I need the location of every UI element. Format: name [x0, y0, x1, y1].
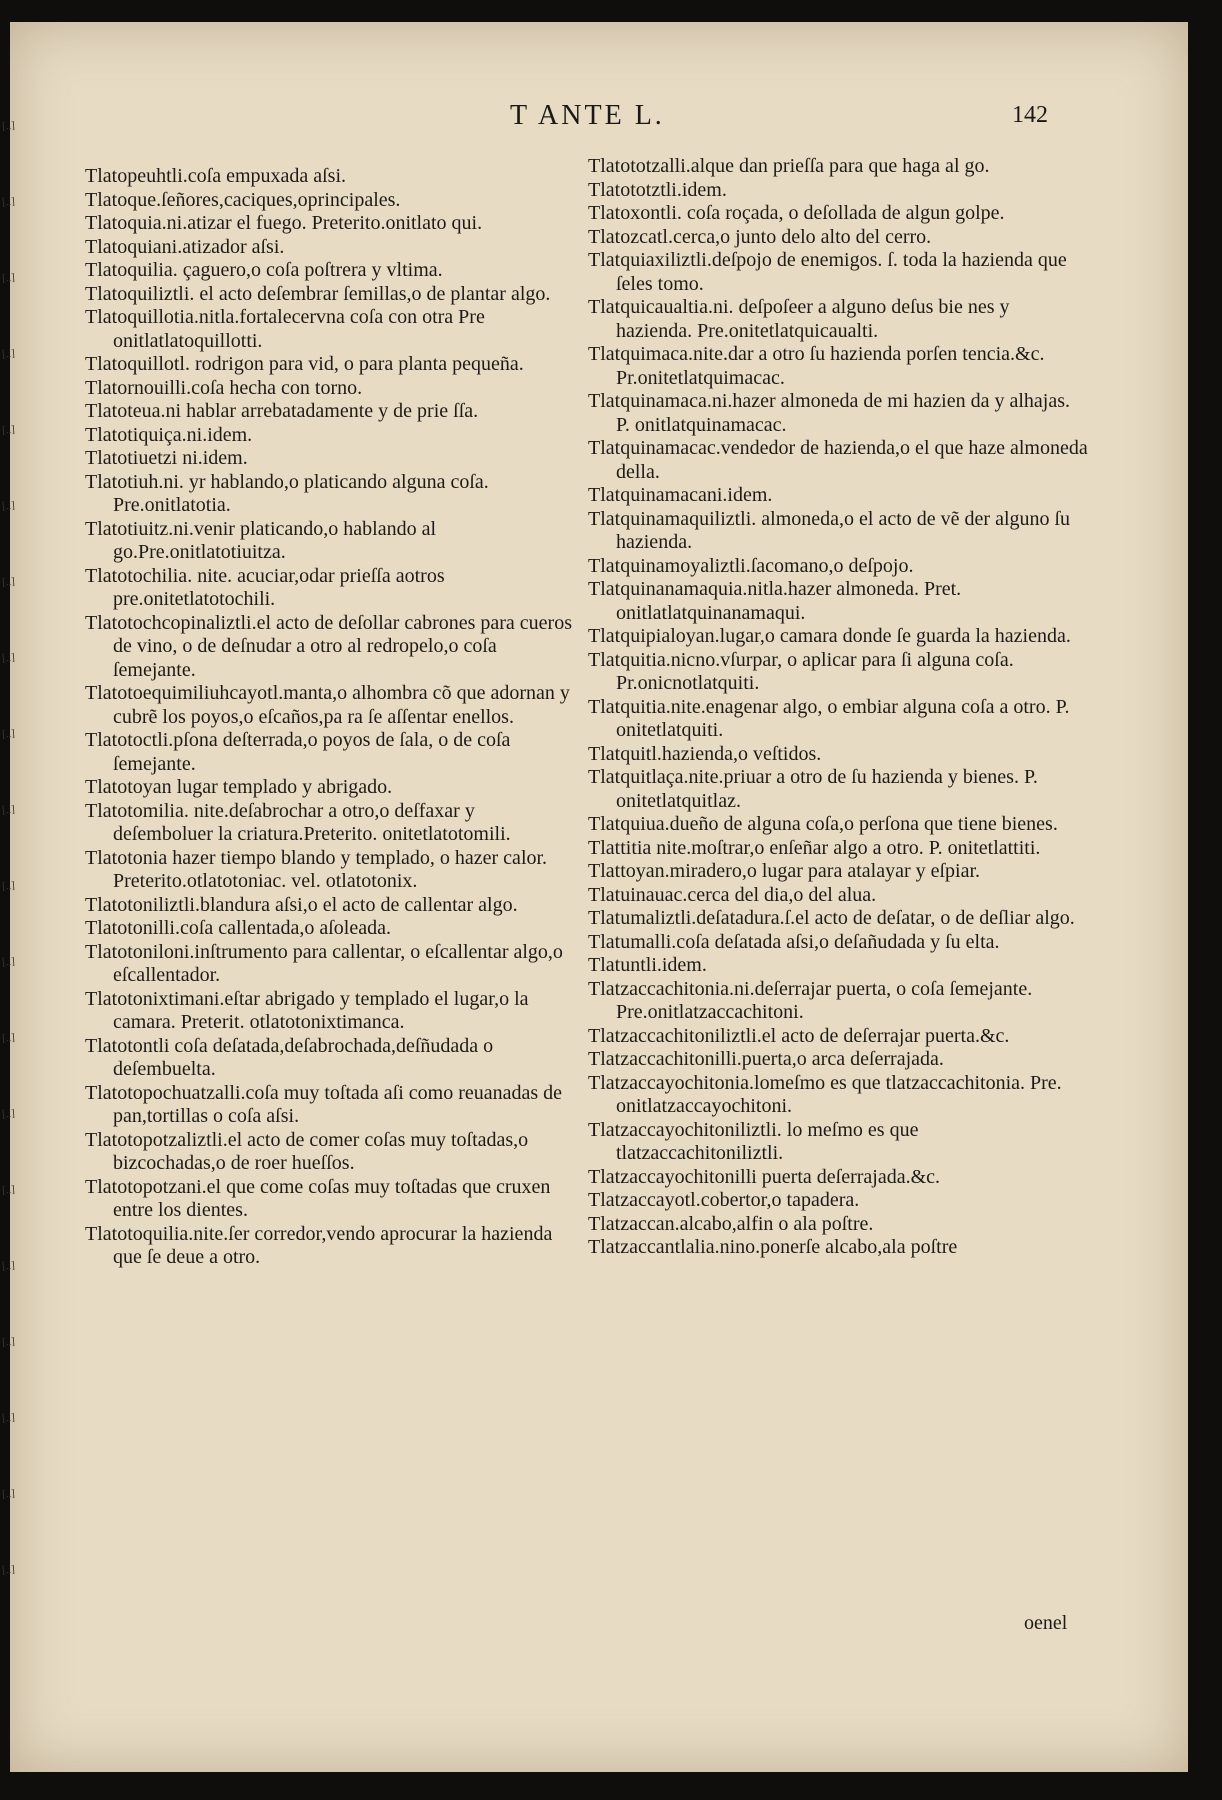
dictionary-entry: Tlatozcatl.cerca,o junto delo alto del cerro. [588, 225, 932, 248]
dictionary-entry: Tlatquimaca.nite.dar a otro ſu hazienda porſen tencia.&c. Pr.onitetlatquimacac. [588, 343, 1045, 389]
margin-fragment: [..] [1, 1183, 16, 1197]
dictionary-entry: Tlatumalli.coſa deſatada aſsi,o deſañudada y ſu elta. [588, 930, 1000, 953]
dictionary-entry: Tlatuinauac.cerca del dia,o del alua. [588, 883, 877, 906]
dictionary-entry: Tlatzaccachitoniliztli.el acto de deſerrajar puerta.&c. [588, 1024, 1010, 1047]
margin-fragment: [..] [1, 271, 16, 285]
dictionary-entry: Tlatquipialoyan.lugar,o camara donde ſe guarda la hazienda. [588, 625, 1071, 647]
margin-fragment: [..] [1, 423, 16, 437]
dictionary-entry: Tlatzaccayochitoniliztli. lo meſmo es que tlatzaccachitoniliztli. [588, 1118, 919, 1164]
dictionary-entry: Tlatotochcopinaliztli.el acto de deſollar cabrones para cueros de vino, o de deſnudar a otro al redropelo,o coſa ſemejante. [85, 611, 573, 681]
dictionary-entry: Tlatquinamoyaliztli.ſacomano,o deſpojo. [588, 554, 914, 577]
dictionary-entry: Tlatquinanamaquia.nitla.hazer almoneda. Pret. onitlatlatquinanamaqui. [588, 578, 962, 624]
dictionary-entry: Tlatototzalli.alque dan prieſſa para que haga al go. [588, 155, 990, 177]
margin-fragment: [..] [1, 803, 16, 817]
dictionary-entry: Tlatotoctli.pſona deſterrada,o poyos de ſala, o de coſa ſemejante. [85, 729, 511, 775]
folio-number: 142 [1012, 102, 1048, 128]
dictionary-entry: Tlatotontli coſa deſatada,deſabrochada,deſñudada o deſembuelta. [85, 1034, 494, 1080]
dictionary-entry: Tlatoquilia. çaguero,o coſa poſtrera y vltima. [85, 259, 443, 281]
dictionary-entry: Tlatquicaualtia.ni. deſpoſeer a alguno deſus bie nes y hazienda. Pre.onitetlatquicaualti. [588, 296, 1010, 342]
margin-fragment: [..] [1, 347, 16, 361]
margin-fragment: [..] [1, 879, 16, 893]
dictionary-entry: Tlatumaliztli.deſatadura.ſ.el acto de deſatar, o de deſliar algo. [588, 907, 1075, 929]
dictionary-entry: Tlatopeuhtli.coſa empuxada aſsi. [85, 165, 347, 187]
dictionary-entry: Tlatquitl.hazienda,o veſtidos. [588, 742, 822, 765]
dictionary-entry: Tlatzaccayochitonia.lomeſmo es que tlatzaccachitonia. Pre. onitlatzaccayochitoni. [588, 1071, 1062, 1117]
dictionary-entry: Tlatoquillotia.nitla.fortalecervna coſa con otra Pre onitlatlatoquillotti. [85, 306, 485, 352]
dictionary-entry: Tlatzaccayotl.cobertor,o tapadera. [588, 1189, 860, 1211]
dictionary-entry: Tlatquinamacani.idem. [588, 484, 773, 506]
dictionary-entry: Tlatquinamaquiliztli. almoneda,o el acto de vẽ der alguno ſu hazienda. [588, 507, 1071, 553]
margin-fragment: [..] [1, 1487, 16, 1501]
dictionary-entry: Tlatotoyan lugar templado y abrigado. [85, 776, 393, 798]
dictionary-entry: Tlatotoquilia.nite.ſer corredor,vendo aprocurar la hazienda que ſe deue a otro. [85, 1222, 553, 1268]
dictionary-entry: Tlatotochilia. nite. acuciar,odar prieſſa aotros pre.onitetlatotochili. [85, 564, 445, 610]
dictionary-entry: Tlatzaccachitonilli.puerta,o arca deſerrajada. [588, 1048, 944, 1070]
running-title: T ANTE L. [510, 100, 665, 131]
margin-fragment: [..] [1, 955, 16, 969]
dictionary-entry: Tlatoque.ſeñores,caciques,oprincipales. [85, 188, 401, 211]
dictionary-entry: Tlatoquiani.atizador aſsi. [85, 235, 285, 258]
dictionary-entry: Tlatquiua.dueño de alguna coſa,o perſona que tiene bienes. [588, 813, 1058, 835]
dictionary-entry: Tlatotomilia. nite.deſabrochar a otro,o deſfaxar y deſemboluer la criatura.Preterito. onitetlatotomili. [85, 799, 511, 845]
dictionary-entry: Tlatotopotzani.el que come coſas muy toſtadas que cruxen entre los dientes. [85, 1175, 551, 1221]
dictionary-entry: Tlatzaccachitonia.ni.deſerrajar puerta, o coſa ſemejante. Pre.onitlatzaccachitoni. [588, 977, 1033, 1023]
dictionary-entry: Tlatotiuh.ni. yr hablando,o platicando alguna coſa. Pre.onitlatotia. [85, 470, 489, 516]
dictionary-entry: Tlatoquillotl. rodrigon para vid, o para planta pequeña. [85, 353, 524, 375]
dictionary-entry: Tlatquiaxiliztli.deſpojo de enemigos. ſ. toda la hazienda que ſeles tomo. [588, 249, 1067, 295]
dictionary-entry: Tlatquitlaça.nite.priuar a otro de ſu hazienda y bienes. P. onitetlatquitlaz. [588, 766, 1038, 812]
dictionary-entry: Tlatotonixtimani.eſtar abrigado y templado el lugar,o la camara. Preterit. otlatotonixtimanca. [85, 987, 529, 1033]
dictionary-entry: Tlattoyan.miradero,o lugar para atalayar y eſpiar. [588, 860, 981, 882]
dictionary-entry: Tlatquitia.nicno.vſurpar, o aplicar para ſi alguna coſa. Pr.onicnotlatquiti. [588, 648, 1014, 694]
right-column [588, 155, 1088, 1260]
margin-fragment: [..] [1, 1411, 16, 1425]
dictionary-entry: Tlatotonia hazer tiempo blando y templado, o hazer calor. Preterito.otlatotoniac. vel. otlatotonix. [85, 846, 548, 892]
margin-fragment: [..] [1, 1335, 16, 1349]
margin-fragment: [..] [1, 499, 16, 513]
dictionary-entry: Tlatoquia.ni.atizar el fuego. Preterito.onitlato qui. [85, 212, 483, 234]
dictionary-entry: Tlatotonilli.coſa callentada,o aſoleada. [85, 917, 391, 939]
margin-fragment: [..] [1, 727, 16, 741]
margin-fragment: [..] [1, 195, 16, 209]
dictionary-entry: Tlatquitia.nite.enagenar algo, o embiar alguna coſa a otro. P. onitetlatquiti. [588, 695, 1070, 741]
page-header [0, 100, 1222, 140]
dictionary-entry: Tlatotoequimiliuhcayotl.manta,o alhombra cõ que adornan y cubrẽ los poyos,o eſcaños,pa ra ſe aſſentar enellos. [85, 682, 570, 728]
left-margin-fragments [0, 120, 26, 1670]
dictionary-entry: Tlatoteua.ni hablar arrebatadamente y de prie ſſa. [85, 400, 479, 422]
margin-fragment: [..] [1, 1031, 16, 1045]
dictionary-entry: Tlatotiuitz.ni.venir platicando,o hablando al go.Pre.onitlatotiuitza. [85, 517, 437, 563]
margin-fragment: [..] [1, 1107, 16, 1121]
dictionary-entry: Tlatotiquiça.ni.idem. [85, 423, 253, 446]
dictionary-entry: Tlatotoniloni.inſtrumento para callentar, o eſcallentar algo,o eſcallentador. [85, 940, 563, 986]
dictionary-entry: Tlatquinamaca.ni.hazer almoneda de mi hazien da y alhajas. P. onitlatquinamacac. [588, 390, 1071, 436]
dictionary-entry: Tlatzaccantlalia.nino.ponerſe alcabo,ala poſtre [588, 1236, 958, 1258]
dictionary-entry: Tlatzaccan.alcabo,alfin o ala poſtre. [588, 1212, 874, 1235]
margin-fragment: [..] [1, 1259, 16, 1273]
dictionary-entry: Tlatotopochuatzalli.coſa muy toſtada aſi como reuanadas de pan,tortillas o coſa aſsi. [85, 1081, 563, 1127]
catchword: oenel [1024, 1612, 1068, 1634]
left-column [85, 165, 575, 1270]
dictionary-entry: Tlatoxontli. coſa roçada, o deſollada de algun golpe. [588, 202, 1005, 224]
margin-fragment: [..] [1, 575, 16, 589]
dictionary-entry: Tlatquinamacac.vendedor de hazienda,o el que haze almoneda della. [588, 437, 1088, 483]
margin-fragment: [..] [1, 1563, 16, 1577]
margin-fragment: [..] [1, 651, 16, 665]
dictionary-entry: Tlatotopotzaliztli.el acto de comer coſas muy toſtadas,o bizcochadas,o de roer hueſſos. [85, 1128, 529, 1174]
margin-fragment: [..] [1, 119, 16, 133]
dictionary-entry: Tlatuntli.idem. [588, 954, 707, 976]
dictionary-entry: Tlatzaccayochitonilli puerta deſerrajada.&c. [588, 1165, 941, 1188]
dictionary-entry: Tlatototztli.idem. [588, 178, 727, 201]
dictionary-entry: Tlattitia nite.moſtrar,o enſeñar algo a otro. P. onitetlattiti. [588, 836, 1041, 859]
dictionary-entry: Tlatotoniliztli.blandura aſsi,o el acto de callentar algo. [85, 893, 518, 916]
dictionary-entry: Tlatornouilli.coſa hecha con torno. [85, 376, 363, 399]
dictionary-entry: Tlatoquiliztli. el acto deſembrar ſemillas,o de plantar algo. [85, 282, 551, 305]
dictionary-entry: Tlatotiuetzi ni.idem. [85, 447, 248, 469]
